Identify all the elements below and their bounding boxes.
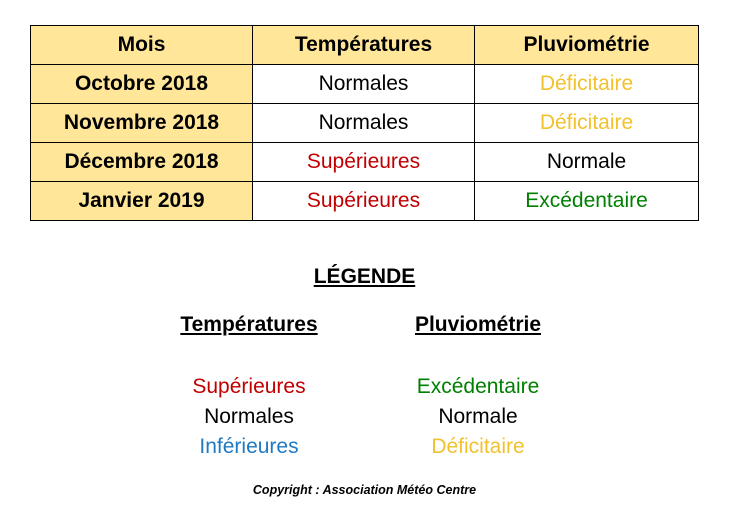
row-pluviometrie: Normale <box>475 143 699 182</box>
legend-temperatures-heading: Températures <box>180 313 318 336</box>
header-mois: Mois <box>31 26 253 65</box>
legend-pluviometrie <box>358 312 598 462</box>
row-pluviometrie: Excédentaire <box>475 182 699 221</box>
row-temperature: Normales <box>253 104 475 143</box>
legend-temperatures <box>129 312 369 462</box>
copyright-notice: Copyright : Association Météo Centre <box>252 483 477 497</box>
row-temperature: Normales <box>253 65 475 104</box>
row-temperature: Supérieures <box>253 182 475 221</box>
row-temperature: Supérieures <box>253 143 475 182</box>
table-row <box>31 143 699 182</box>
climate-table <box>30 25 699 221</box>
header-pluviometrie: Pluviométrie <box>475 26 699 65</box>
row-month: Octobre 2018 <box>31 65 253 104</box>
row-month: Janvier 2019 <box>31 182 253 221</box>
table-header-row <box>31 26 699 65</box>
legend-title: LÉGENDE <box>313 265 416 288</box>
legend-item: Normales <box>204 405 294 428</box>
legend-item: Inférieures <box>199 435 299 458</box>
row-month: Décembre 2018 <box>31 143 253 182</box>
legend-pluviometrie-heading: Pluviométrie <box>414 313 542 336</box>
header-temperatures: Températures <box>253 26 475 65</box>
table-row <box>31 65 699 104</box>
row-pluviometrie: Déficitaire <box>475 65 699 104</box>
legend-item: Normale <box>438 405 518 428</box>
row-month: Novembre 2018 <box>31 104 253 143</box>
legend-item: Déficitaire <box>431 435 525 458</box>
legend-item: Supérieures <box>192 375 306 398</box>
row-pluviometrie: Déficitaire <box>475 104 699 143</box>
table-row <box>31 104 699 143</box>
legend-item: Excédentaire <box>416 375 540 398</box>
table-row <box>31 182 699 221</box>
